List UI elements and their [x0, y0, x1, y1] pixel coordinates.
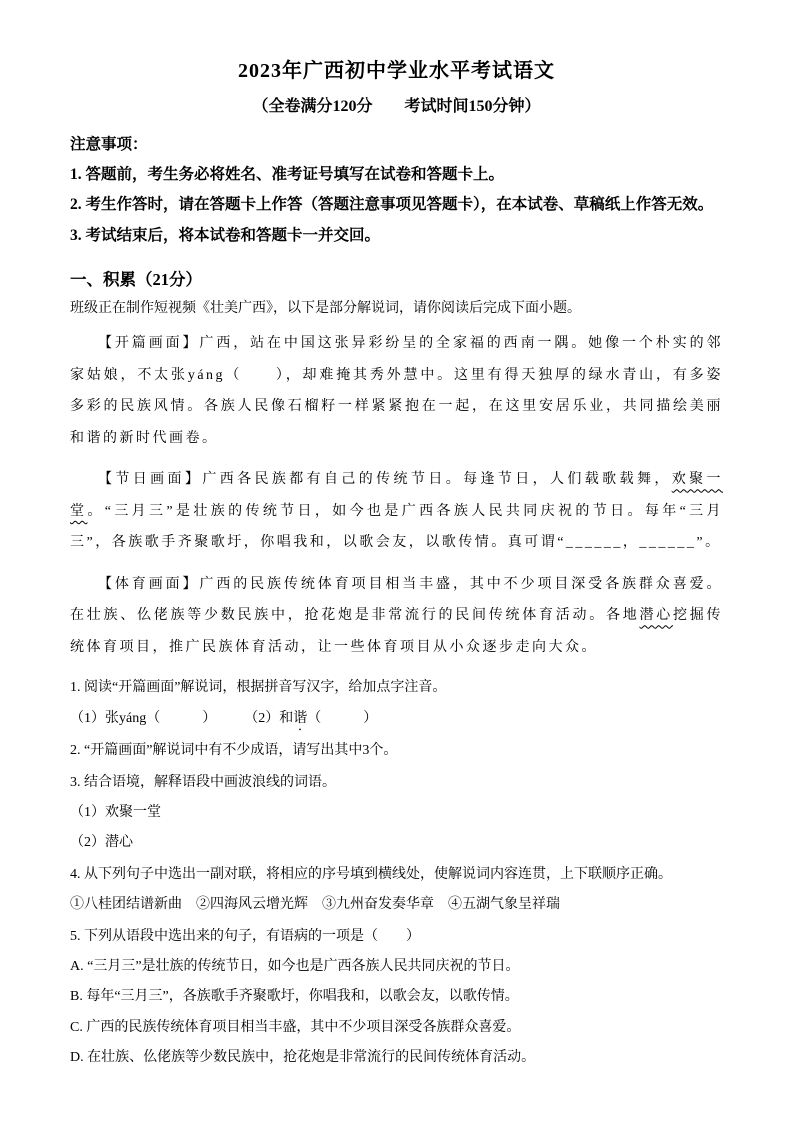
question-1-text: 1. 阅读“开篇画面”解说词，根据拼音写汉字，给加点字注音。 — [70, 680, 447, 696]
sports-text-after: 挖掘传统体育项目，推广民族体育活动，让一些体育项目从小众逐步走向大众。 — [70, 608, 723, 655]
question-1-sub — [70, 704, 723, 734]
question-2 — [70, 736, 723, 766]
question-1-sub-after: （ ） — [307, 710, 378, 726]
question-4-options: ①八桂团结谱新曲 ②四海风云增光辉 ③九州奋发奏华章 ④五湖气象呈祥瑞 — [70, 897, 560, 913]
question-5-text: 5. 下列从语段中选出来的句子，有语病的一项是（ ） — [70, 929, 420, 945]
exam-title: 2023年广西初中学业水平考试语文 — [238, 60, 555, 82]
paragraph-festival-scene — [70, 464, 723, 559]
notice-section — [70, 130, 723, 251]
paragraph-sports-scene — [70, 569, 723, 664]
question-1 — [70, 673, 723, 733]
sports-text-before: 【体育画面】广西的民族传统体育项目相当丰盛，其中不少项目深受各族群众喜爱。在壮族、仫佬族等少数民族中，抢花炮是非常流行的民间传统体育活动。各地 — [70, 576, 723, 624]
wavy-word-qianxin: 潜心 — [639, 608, 673, 624]
question-1-sub-before: （1）张yáng（ ） （2）和 — [70, 710, 294, 726]
section1-intro: 班级正在制作短视频《壮美广西》，以下是部分解说词，请你阅读后完成下面小题。 — [70, 300, 581, 316]
question-5-option-d: D. 在壮族、仫佬族等少数民族中，抢花炮是非常流行的民间传统体育活动。 — [70, 1049, 536, 1065]
notice-heading: 注意事项： — [70, 136, 148, 153]
question-4-text: 4. 从下列句子中选出一副对联，将相应的序号填到横线处，使解说词内容连贯，上下联顺序正确。 — [70, 867, 672, 883]
question-5-option-c: C. 广西的民族传统体育项目相当丰盛，其中不少项目深受各族群众喜爱。 — [70, 1019, 521, 1035]
question-4 — [70, 860, 723, 920]
question-5-option-a: A. “三月三”是壮族的传统节日，如今也是广西各族人民共同庆祝的节日。 — [70, 959, 520, 975]
festival-text-after: 。“三月三”是壮族的传统节日，如今也是广西各族人民共同庆祝的节日。每年“三月三”，各族歌手齐聚歌圩，你唱我和，以歌会友，以歌传情。真可谓“______，______”。 — [70, 503, 724, 551]
question-5-option-b: B. 每年“三月三”，各族歌手齐聚歌圩，你唱我和，以歌会友，以歌传情。 — [70, 989, 519, 1005]
question-3-sub-2: （2）潜心 — [70, 834, 133, 850]
question-3-text: 3. 结合语境，解释语段中画波浪线的词语。 — [70, 774, 336, 790]
question-3 — [70, 768, 723, 858]
exam-subtitle: （全卷满分120分 考试时间150分钟） — [252, 98, 541, 115]
notice-item-2: 2. 考生作答时，请在答题卡上作答（答题注意事项见答题卡），在本试卷、草稿纸上作答无效。 — [70, 196, 714, 214]
festival-text-before: 【节日画面】广西各民族都有自己的传统节日。每逢节日，人们载歌载舞， — [98, 472, 672, 488]
question-3-sub-1: （1）欢聚一堂 — [70, 804, 161, 820]
paragraph-opening-scene: 【开篇画面】广西，站在中国这张异彩纷呈的全家福的西南一隅。她像一个朴实的邻家姑娘，不太张yáng（ ），却难掩其秀外慧中。这里有得天独厚的绿水青山，有多姿多彩的民族风情。各族人民像石榴籽一样紧紧抱在一起，在这里安居乐业，共同描绘美丽和谐的新时代画卷。 — [70, 336, 723, 446]
notice-item-1: 1. 答题前，考生务必将姓名、准考证号填写在试卷和答题卡上。 — [70, 166, 505, 184]
question-2-text: 2. “开篇画面”解说词中有不少成语，请写出其中3个。 — [70, 742, 398, 758]
dotted-char-xie: 谐 — [293, 710, 308, 726]
wavy-word-huanju-yitang: 欢聚一堂 — [70, 472, 724, 519]
section1-heading: 一、积累（21分） — [70, 269, 202, 289]
question-5 — [70, 922, 723, 1072]
notice-item-3: 3. 考试结束后，将本试卷和答题卡一并交回。 — [70, 226, 381, 244]
